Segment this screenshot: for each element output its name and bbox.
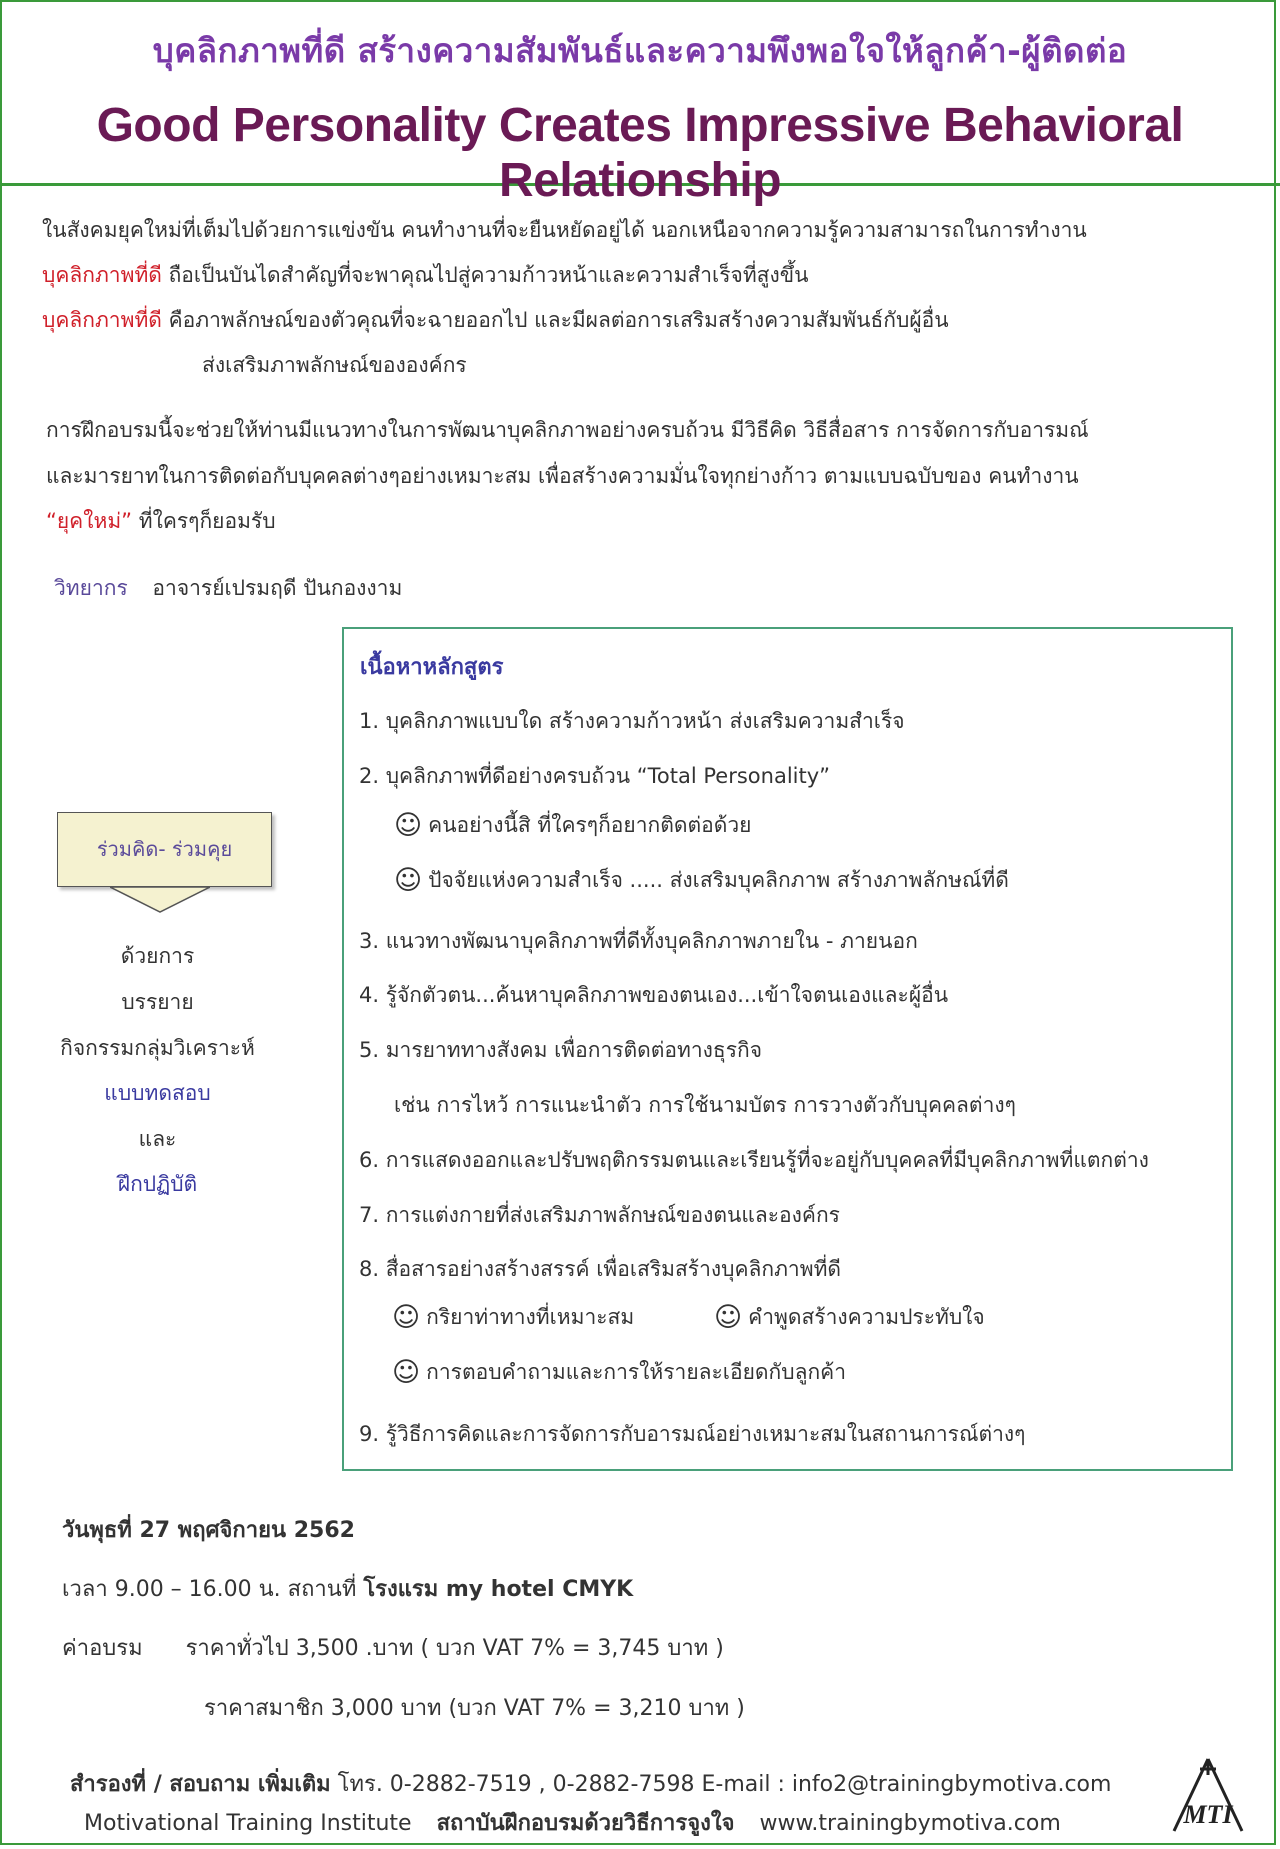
contact-details: โทร. 0-2882-7519 , 0-2882-7598 E-mail : info2@trainingbymotiva.com	[330, 1772, 1112, 1797]
header	[0, 0, 1280, 207]
course-item-3: 3. แนวทางพัฒนาบุคลิกภาพที่ดีทั้งบุคลิกภาพภายใน - ภายนอก	[359, 929, 918, 953]
speaker-name: อาจารย์เปรมฤดี ปันกองงาม	[152, 576, 403, 600]
contact-line	[70, 1766, 1111, 1801]
course-title: เนื้อหาหลักสูตร	[360, 655, 504, 680]
method-and: และ	[138, 1127, 177, 1151]
course-item-5: 5. มารยาททางสังคม เพื่อการติดต่อทางธุรกิจ	[359, 1038, 763, 1062]
highlight-new-era: “ยุคใหม่”	[46, 509, 133, 533]
website[interactable]: www.trainingbymotiva.com	[759, 1811, 1061, 1836]
sub-text: กริยาท่าทางที่เหมาะสม	[426, 1305, 635, 1329]
intro-line-2	[42, 259, 808, 292]
description-line-2: และมารยาทในการติดต่อกับบุคคลต่างๆอย่างเหมาะสม เพื่อสร้างความมั่นใจทุกย่างก้าว ตามแบบฉบับของ คนทำงาน	[46, 464, 1079, 488]
intro-line-4: ส่งเสริมภาพลักษณ์ขององค์กร	[202, 353, 467, 377]
course-item-8: 8. สื่อสารอย่างสร้างสรรค์ เพื่อเสริมสร้างบุคลิกภาพที่ดี	[359, 1257, 842, 1281]
course-item-8-sub-1	[392, 1301, 634, 1334]
method-lecture: บรรยาย	[121, 990, 194, 1014]
smile-icon: ☺	[392, 1302, 421, 1333]
intro-line-3-text: คือภาพลักษณ์ของตัวคุณที่จะฉายออกไป และมีผลต่อการเสริมสร้างความสัมพันธ์กับผู้อื่น	[161, 308, 949, 332]
method-intro: ด้วยการ	[120, 944, 195, 968]
sub-text: คำพูดสร้างความประทับใจ	[748, 1305, 985, 1329]
callout-box: ร่วมคิด- ร่วมคุย	[57, 812, 272, 887]
fee-general: ราคาทั่วไป 3,500 .บาท ( บวก VAT 7% = 3,745 บาท )	[185, 1636, 724, 1661]
description-line-3-text: ที่ใครๆก็ยอมรับ	[132, 509, 276, 533]
sub-text: การตอบคำถามและการให้รายละเอียดกับลูกค้า	[426, 1360, 847, 1384]
organization-line	[84, 1805, 1061, 1840]
course-item-4: 4. รู้จักตัวตน...ค้นหาบุคลิกภาพของตนเอง...เข้าใจตนเองและผู้อื่น	[359, 983, 949, 1007]
speaker-label: วิทยากร	[54, 576, 128, 600]
course-item-6: 6. การแสดงออกและปรับพฤติกรรมตนและเรียนรู้ที่จะอยู่กับบุคคลที่มีบุคลิกภาพที่แตกต่าง	[359, 1148, 1149, 1172]
logo-text: MTI	[1183, 1800, 1233, 1829]
training-time-venue	[62, 1571, 633, 1606]
smile-icon: ☺	[392, 1357, 421, 1388]
highlight-good-personality: บุคลิกภาพที่ดี	[42, 263, 162, 287]
course-item-2-sub-1	[394, 809, 751, 842]
title-english: Good Personality Creates Impressive Behavioral Relationship	[96, 99, 1184, 207]
sub-text: คนอย่างนี้สิ ที่ใครๆก็อยากติดต่อด้วย	[428, 813, 752, 837]
method-group-activity: กิจกรรมกลุ่มวิเคราะห์	[60, 1036, 255, 1060]
intro-line-3	[42, 304, 949, 337]
course-item-8-sub-2	[714, 1301, 985, 1334]
course-item-5-sub: เช่น การไหว้ การแนะนำตัว การใช้นามบัตร การวางตัวกับบุคคลต่างๆ	[394, 1093, 1016, 1117]
title-thai: บุคลิกภาพที่ดี สร้างความสัมพันธ์และความพึงพอใจให้ลูกค้า-ผู้ติดต่อ	[152, 31, 1128, 70]
speaker	[54, 572, 402, 605]
description-line-1: การฝึกอบรมนี้จะช่วยให้ท่านมีแนวทางในการพัฒนาบุคลิกภาพอย่างครบถ้วน มีวิธีคิด วิธีสื่อสาร การจัดการกับอารมณ์	[46, 418, 1089, 442]
course-item-9: 9. รู้วิธีการคิดและการจัดการกับอารมณ์อย่างเหมาะสมในสถานการณ์ต่างๆ	[359, 1422, 1026, 1446]
sub-text: ปัจจัยแห่งความสำเร็จ ..... ส่งเสริมบุคลิกภาพ สร้างภาพลักษณ์ที่ดี	[428, 868, 1009, 892]
smile-icon: ☺	[394, 865, 423, 896]
method-practice: ฝึกปฏิบัติ	[117, 1172, 198, 1196]
course-content-box	[342, 627, 1233, 1471]
time-label: เวลา 9.00 – 16.00 น. สถานที่	[62, 1577, 357, 1602]
method-test: แบบทดสอบ	[104, 1081, 211, 1105]
fee-member: ราคาสมาชิก 3,000 บาท (บวก VAT 7% = 3,210 บาท )	[204, 1696, 745, 1721]
org-name-th: สถาบันฝึกอบรมด้วยวิธีการจูงใจ	[436, 1811, 735, 1836]
course-item-7: 7. การแต่งกายที่ส่งเสริมภาพลักษณ์ของตนและองค์กร	[359, 1203, 840, 1227]
smile-icon: ☺	[394, 810, 423, 841]
intro-line-2-text: ถือเป็นบันไดสำคัญที่จะพาคุณไปสู่ความก้าวหน้าและความสำเร็จที่สูงขึ้น	[161, 263, 809, 287]
down-arrow-icon	[110, 887, 210, 913]
course-item-1: 1. บุคลิกภาพแบบใด สร้างความก้าวหน้า ส่งเสริมความสำเร็จ	[359, 709, 905, 733]
contact-label: สำรองที่ / สอบถาม เพิ่มเติม	[70, 1772, 331, 1797]
course-item-2-sub-2	[394, 864, 1009, 897]
training-date: วันพุธที่ 27 พฤศจิกายน 2562	[62, 1518, 355, 1543]
course-item-8-sub-3	[392, 1356, 846, 1389]
fee-label: ค่าอบรม	[62, 1636, 143, 1661]
description-line-3	[46, 505, 276, 538]
org-name-en: Motivational Training Institute	[84, 1811, 412, 1836]
course-item-2: 2. บุคลิกภาพที่ดีอย่างครบถ้วน “Total Personality”	[359, 764, 831, 788]
smile-icon: ☺	[714, 1302, 743, 1333]
highlight-good-personality: บุคลิกภาพที่ดี	[42, 308, 162, 332]
fee-general-row	[62, 1630, 724, 1665]
mti-logo-icon	[1168, 1755, 1248, 1835]
intro-line-1: ในสังคมยุคใหม่ที่เต็มไปด้วยการแข่งขัน คนทำงานที่จะยืนหยัดอยู่ได้ นอกเหนือจากความรู้ความสามารถในการทำงาน	[42, 218, 1087, 242]
venue: โรงแรม my hotel CMYK	[363, 1577, 634, 1602]
